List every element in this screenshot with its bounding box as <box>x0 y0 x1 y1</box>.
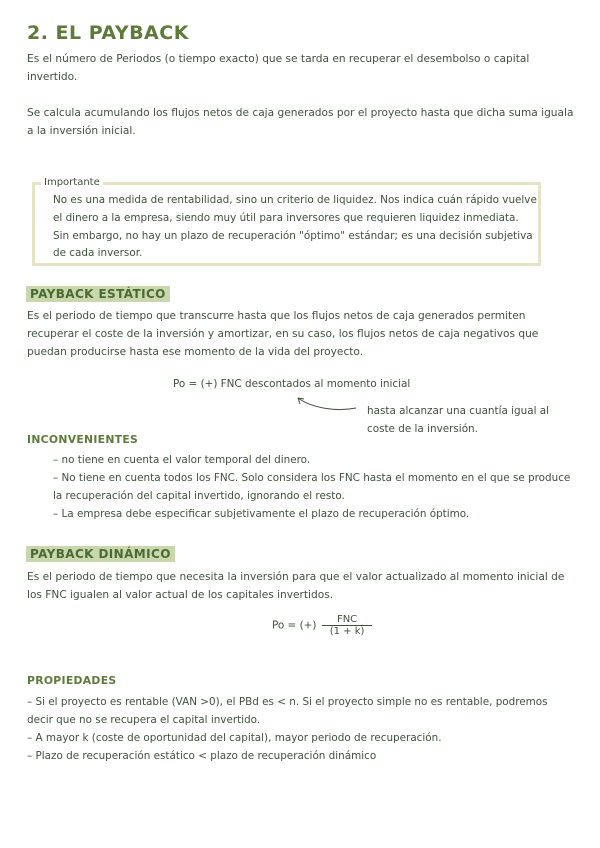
heading-propiedades: PROPIEDADES <box>27 674 117 687</box>
dinamico-formula <box>272 614 372 637</box>
dinamico-paragraph: Es el periodo de tiempo que necesita la inversión para que el valor actualizado al momento inicial de los FNC igualen al valor actual de los capitales invertidos. <box>27 571 565 601</box>
list-item: – A mayor k (coste de oportunidad del capital), mayor periodo de recuperación. <box>27 732 442 744</box>
propiedades-list <box>27 693 575 765</box>
intro-paragraph-1: Es el número de Periodos (o tiempo exacto) que se tarda en recuperar el desembolso o capital invertido. <box>27 53 530 83</box>
list-item: – no tiene en cuenta el valor temporal del dinero. <box>53 454 311 466</box>
important-text: No es una medida de rentabilidad, sino un criterio de liquidez. Nos indica cuán rápido vuelve el dinero a la empresa, siendo muy útil para inversores que requieren liquidez inmediata. Sin embargo, no hay un plazo de recuperación "óptimo" estándar; es una decisión subjetiva de cada inversor. <box>53 194 537 260</box>
page-title: 2. EL PAYBACK <box>27 22 189 44</box>
estatico-formula: Po = (+) FNC descontados al momento inicial <box>173 378 411 390</box>
estatico-note: hasta alcanzar una cuantía igual al coste de la inversión. <box>367 405 550 435</box>
estatico-paragraph: Es el periodo de tiempo que transcurre hasta que los flujos netos de caja generados permiten recuperar el coste de la inversión y amortizar, en su caso, los flujos netos de caja negativos que puedan producirse hasta ese momento de la vida del proyecto. <box>27 310 539 358</box>
heading-payback-estatico: PAYBACK ESTÁTICO <box>26 286 170 302</box>
list-item: – La empresa debe especificar subjetivamente el plazo de recuperación óptimo. <box>53 508 470 520</box>
curved-arrow-icon <box>292 392 358 414</box>
heading-payback-dinamico: PAYBACK DINÁMICO <box>26 546 175 562</box>
list-item: – No tiene en cuenta todos los FNC. Solo considera los FNC hasta el momento en el que se produce la recuperación del capital invertido, ignorando el resto. <box>53 472 571 502</box>
intro-paragraph-2: Se calcula acumulando los flujos netos de caja generados por el proyecto hasta que dicha suma iguala a la inversión inicial. <box>27 107 574 137</box>
formula-fraction <box>322 614 373 637</box>
important-label: Importante <box>41 177 103 188</box>
heading-inconvenientes: INCONVENIENTES <box>27 433 139 446</box>
formula-numerator: FNC <box>322 614 373 626</box>
list-item: – Si el proyecto es rentable (VAN >0), el PBd es < n. Si el proyecto simple no es rentable, podremos decir que no se recupera el capital invertido. <box>27 696 548 726</box>
inconvenientes-list <box>53 451 573 523</box>
formula-lhs: Po = (+) <box>272 619 317 632</box>
list-item: – Plazo de recuperación estático < plazo de recuperación dinámico <box>27 750 377 762</box>
formula-denominator: (1 + k) <box>329 626 365 637</box>
